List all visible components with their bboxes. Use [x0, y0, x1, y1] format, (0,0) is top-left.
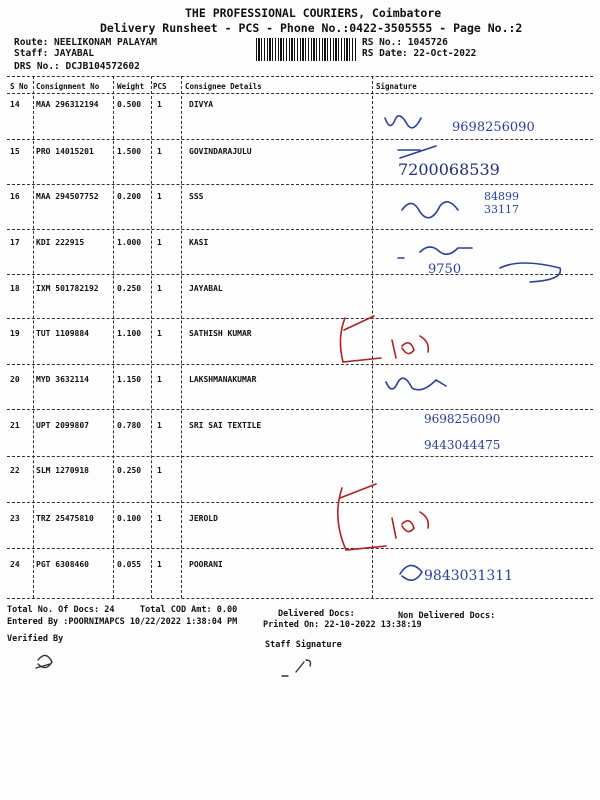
company-title: THE PROFESSIONAL COURIERS, Coimbatore [185, 6, 442, 20]
row-consignment: TRZ 25475810 [36, 514, 94, 523]
row-weight: 1.150 [117, 375, 142, 384]
handwritten-phone-17: 9750 [428, 262, 462, 277]
row-consignment: UPT 2099807 [36, 421, 89, 430]
handwritten-phone-24: 9843031311 [424, 568, 514, 584]
row-consignee: DIVYA [189, 100, 214, 109]
row-weight: 0.100 [117, 514, 142, 523]
row-consignment: KDI 222915 [36, 238, 85, 247]
signature-stroke-14 [385, 116, 421, 128]
row-consignee: GOVINDARAJULU [189, 147, 252, 156]
row-consignment: MAA 296312194 [36, 100, 99, 109]
row-pcs: 1 [157, 238, 162, 247]
row-consignee: JEROLD [189, 514, 218, 523]
staff-label: Staff: JAYABAL [14, 48, 95, 59]
row-consignee: JAYABAL [189, 284, 223, 293]
signature-stroke-15 [398, 146, 436, 158]
row-weight: 0.250 [117, 466, 142, 475]
row-sno: 16 [10, 192, 20, 201]
signature-stroke-23 [338, 484, 386, 550]
handwritten-phone-15: 7200068539 [398, 160, 500, 179]
row-consignment: IXM 501782192 [36, 284, 99, 293]
row-sno: 24 [10, 560, 20, 569]
row-pcs: 1 [157, 329, 162, 338]
non-delivered-docs: Non Delivered Docs: [398, 611, 496, 621]
total-docs: Total No. Of Docs: 24 [7, 605, 115, 615]
rs-date: RS Date: 22-Oct-2022 [362, 48, 477, 59]
col-header-consignee: Consignee Details [185, 82, 262, 91]
row-weight: 0.780 [117, 421, 142, 430]
signature-stroke-23b [392, 512, 428, 538]
staff-signature-label: Staff Signature [265, 640, 342, 650]
col-header-pcs: PCS [153, 82, 167, 91]
row-consignment: SLM 1270918 [36, 466, 89, 475]
drs-number: DRS No.: DCJB104572602 [14, 61, 140, 72]
row-consignee: SATHISH KUMAR [189, 329, 252, 338]
signature-stroke-17 [398, 247, 472, 258]
row-pcs: 1 [157, 192, 162, 201]
row-consignment: PRO 14015201 [36, 147, 94, 156]
col-header-signature: Signature [376, 82, 417, 91]
printed-on: Printed On: 22-10-2022 13:38:19 [263, 620, 422, 630]
verifier-stroke [36, 655, 52, 668]
row-pcs: 1 [157, 466, 162, 475]
row-pcs: 1 [157, 100, 162, 109]
row-consignment: MYD 3632114 [36, 375, 89, 384]
row-sno: 14 [10, 100, 20, 109]
total-cod: Total COD Amt: 0.00 [140, 605, 238, 615]
signature-stroke-19 [340, 316, 381, 362]
row-consignment: TUT 1109884 [36, 329, 89, 338]
staff-sign-stroke [282, 660, 311, 676]
row-weight: 0.250 [117, 284, 142, 293]
row-pcs: 1 [157, 514, 162, 523]
row-sno: 22 [10, 466, 20, 475]
row-weight: 0.055 [117, 560, 142, 569]
row-pcs: 1 [157, 375, 162, 384]
row-consignee: POORANI [189, 560, 223, 569]
handwritten-phone-21: 9698256090 9443044475 [424, 412, 501, 452]
row-weight: 0.500 [117, 100, 142, 109]
row-consignee: LAKSHMANAKUMAR [189, 375, 257, 384]
row-sno: 20 [10, 375, 20, 384]
row-weight: 1.000 [117, 238, 142, 247]
delivered-docs: Delivered Docs: [278, 609, 355, 619]
route-label: Route: NEELIKONAM PALAYAM [14, 37, 157, 48]
row-weight: 1.500 [117, 147, 142, 156]
row-consignee: SSS [189, 192, 204, 201]
col-header-weight: Weight [117, 82, 145, 91]
row-consignee: KASI [189, 238, 209, 247]
row-pcs: 1 [157, 560, 162, 569]
row-consignee: SRI SAI TEXTILE [189, 421, 262, 430]
signature-stroke-17b [500, 263, 560, 282]
row-pcs: 1 [157, 284, 162, 293]
verified-by: Verified By [7, 634, 64, 644]
signature-stroke-16 [402, 202, 458, 218]
rs-number: RS No.: 1045726 [362, 37, 448, 48]
col-header-sno: S No [10, 82, 29, 91]
signature-stroke-19b [392, 336, 428, 358]
row-weight: 1.100 [117, 329, 142, 338]
runsheet-title: Delivery Runsheet - PCS - Phone No.:0422-3505555 - Page No.:2 [100, 21, 523, 35]
col-header-consignment: Consignment No [36, 82, 100, 91]
row-weight: 0.200 [117, 192, 142, 201]
row-sno: 17 [10, 238, 20, 247]
handwritten-phone-16: 84899 33117 [484, 190, 519, 216]
row-consignment: PGT 6308460 [36, 560, 89, 569]
row-sno: 19 [10, 329, 20, 338]
entered-by: Entered By :POORNIMAPCS 10/22/2022 1:38:04 PM [7, 617, 238, 627]
row-sno: 18 [10, 284, 20, 293]
row-sno: 21 [10, 421, 20, 430]
handwritten-phone-14: 9698256090 [452, 120, 535, 135]
row-sno: 23 [10, 514, 20, 523]
signature-stroke-20 [386, 378, 446, 390]
row-consignment: MAA 294507752 [36, 192, 99, 201]
row-pcs: 1 [157, 421, 162, 430]
row-sno: 15 [10, 147, 20, 156]
row-pcs: 1 [157, 147, 162, 156]
signature-stroke-24 [400, 565, 422, 580]
